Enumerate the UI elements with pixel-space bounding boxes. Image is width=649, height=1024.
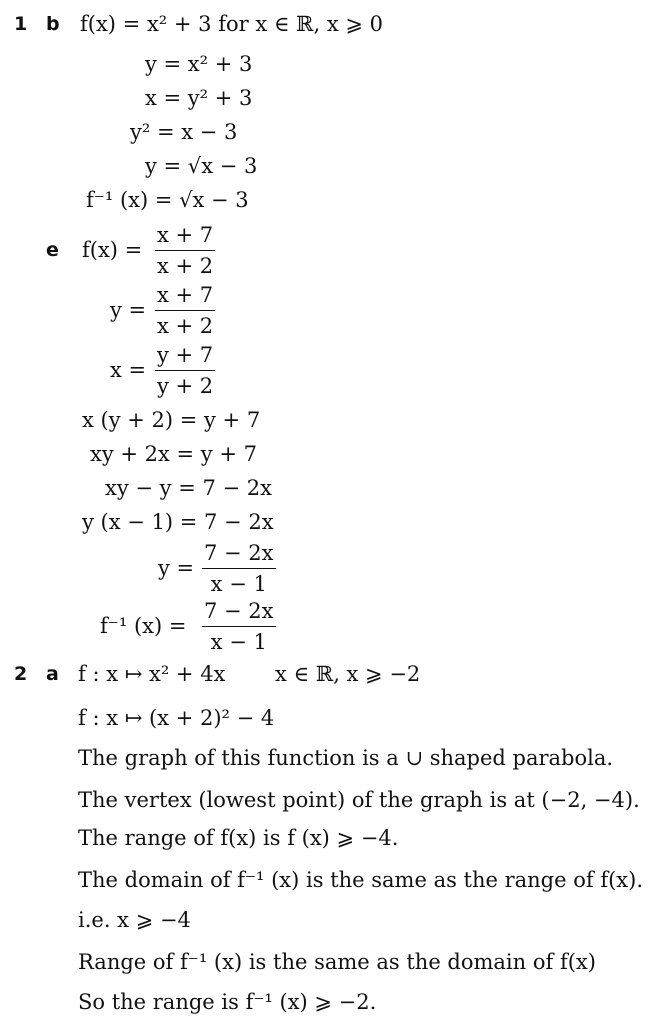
explanation-text: The range of f(x) is f (x) ⩾ −4. (78, 826, 399, 850)
explanation-text: The vertex (lowest point) of the graph is at (−2, −4). (78, 788, 640, 812)
math-line: y (x − 1) = 7 − 2x (82, 510, 274, 534)
denominator: y + 2 (157, 374, 214, 398)
fraction (155, 222, 215, 279)
equation-lhs: x = (110, 358, 147, 382)
question-number: 1 (14, 13, 28, 35)
part-label: a (46, 663, 59, 685)
fraction (202, 598, 276, 655)
explanation-text: The domain of f⁻¹ (x) is the same as the range of f(x). (78, 868, 644, 892)
domain-condition: x ∈ ℝ, x ⩾ −2 (275, 662, 421, 686)
part-label: b (46, 13, 60, 35)
math-line: y² = x − 3 (130, 120, 238, 144)
explanation-text: The graph of this function is a ∪ shaped parabola. (78, 746, 614, 770)
fraction (202, 540, 276, 597)
fraction (155, 282, 215, 339)
numerator: 7 − 2x (202, 540, 276, 569)
numerator: 7 − 2x (202, 598, 276, 627)
denominator: x − 1 (210, 630, 267, 654)
numerator: x + 7 (155, 282, 215, 311)
fraction (155, 342, 215, 399)
explanation-text: Range of f⁻¹ (x) is the same as the domain of f(x) (78, 950, 596, 974)
math-line: y = x² + 3 (145, 52, 253, 76)
numerator: y + 7 (155, 342, 215, 371)
question-number: 2 (14, 663, 28, 685)
denominator: x + 2 (157, 254, 214, 278)
explanation-text: So the range is f⁻¹ (x) ⩾ −2. (78, 990, 377, 1014)
math-line: y = √x − 3 (145, 154, 258, 178)
equation-lhs: y = (110, 298, 147, 322)
math-line: x = y² + 3 (145, 86, 253, 110)
equation-lhs: f(x) = (82, 238, 143, 262)
equation-lhs: y = (158, 556, 195, 580)
math-line: f : x ↦ x² + 4x (78, 662, 226, 686)
denominator: x + 2 (157, 314, 214, 338)
explanation-text: i.e. x ⩾ −4 (78, 908, 191, 932)
math-line: f(x) = x² + 3 for x ∈ ℝ, x ⩾ 0 (80, 12, 384, 36)
math-line: x (y + 2) = y + 7 (82, 408, 261, 432)
math-line: xy + 2x = y + 7 (90, 442, 257, 466)
equation-lhs: f⁻¹ (x) = (100, 614, 187, 638)
numerator: x + 7 (155, 222, 215, 251)
math-line: f⁻¹ (x) = √x − 3 (86, 188, 249, 212)
part-label: e (46, 239, 59, 261)
denominator: x − 1 (210, 572, 267, 596)
math-line: f : x ↦ (x + 2)² − 4 (78, 706, 275, 730)
math-line: xy − y = 7 − 2x (105, 476, 272, 500)
